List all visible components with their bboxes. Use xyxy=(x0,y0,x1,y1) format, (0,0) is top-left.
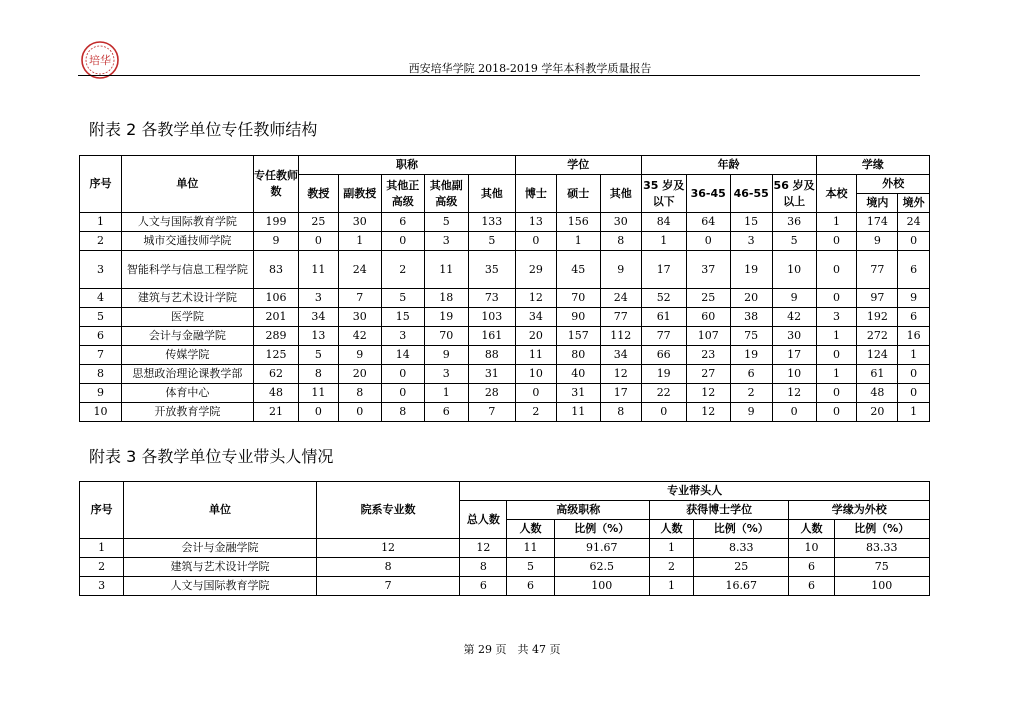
table-cell: 156 xyxy=(556,213,600,232)
table-cell: 62 xyxy=(253,365,298,384)
table-cell: 6 xyxy=(507,577,554,596)
table-cell: 6 xyxy=(789,577,834,596)
table-cell: 8 xyxy=(80,365,122,384)
table-cell: 2 xyxy=(381,251,424,289)
table-cell: 157 xyxy=(556,327,600,346)
table-cell: 1 xyxy=(898,403,930,422)
table-cell: 31 xyxy=(556,384,600,403)
table-cell: 61 xyxy=(641,308,686,327)
table-cell: 9 xyxy=(600,251,641,289)
table-cell: 思想政治理论课教学部 xyxy=(121,365,253,384)
table-cell: 3 xyxy=(816,308,857,327)
table-cell: 38 xyxy=(730,308,772,327)
col-other-school: 外校 xyxy=(857,175,930,194)
table-cell: 103 xyxy=(468,308,515,327)
table-row xyxy=(80,577,930,596)
table-cell: 174 xyxy=(857,213,898,232)
table-cell: 11 xyxy=(556,403,600,422)
table-cell: 1 xyxy=(641,232,686,251)
page-number: 第 29 页 共 47 页 xyxy=(463,643,561,656)
table-cell: 30 xyxy=(338,308,381,327)
table-cell: 11 xyxy=(515,346,556,365)
table-cell: 20 xyxy=(730,289,772,308)
table-cell: 77 xyxy=(600,308,641,327)
table-cell: 289 xyxy=(253,327,298,346)
table-row xyxy=(80,232,930,251)
table-cell: 3 xyxy=(299,289,339,308)
table-cell: 31 xyxy=(468,365,515,384)
table-cell: 12 xyxy=(460,539,507,558)
table-row xyxy=(80,289,930,308)
table-cell: 45 xyxy=(556,251,600,289)
table-cell: 17 xyxy=(772,346,816,365)
col-group-degree: 学位 xyxy=(515,156,641,175)
table3-title: 附表 3 各教学单位专业带头人情况 xyxy=(89,447,334,466)
table-cell: 2 xyxy=(515,403,556,422)
table-cell: 19 xyxy=(424,308,468,327)
col-group-title: 职称 xyxy=(299,156,516,175)
table-cell: 12 xyxy=(316,539,460,558)
table-row xyxy=(80,384,930,403)
table-cell: 0 xyxy=(898,365,930,384)
table-cell: 0 xyxy=(381,365,424,384)
col-age-36-45: 36-45 xyxy=(686,175,730,213)
table-row xyxy=(80,327,930,346)
table-cell: 7 xyxy=(338,289,381,308)
table-cell: 3 xyxy=(80,577,124,596)
table-cell: 2 xyxy=(730,384,772,403)
table-cell: 1 xyxy=(424,384,468,403)
table-cell: 会计与金融学院 xyxy=(121,327,253,346)
table-cell: 5 xyxy=(507,558,554,577)
table-cell: 16 xyxy=(898,327,930,346)
col-professor: 教授 xyxy=(299,175,339,213)
table-cell: 18 xyxy=(424,289,468,308)
table-cell: 5 xyxy=(424,213,468,232)
t3-col-senior-ratio: 比例（%） xyxy=(554,520,649,539)
table-cell: 0 xyxy=(816,251,857,289)
school-logo xyxy=(80,40,120,80)
table-cell: 60 xyxy=(686,308,730,327)
table-cell: 5 xyxy=(80,308,122,327)
table-row xyxy=(80,308,930,327)
col-group-age: 年龄 xyxy=(641,156,816,175)
col-group-origin: 学缘 xyxy=(816,156,929,175)
table-row xyxy=(80,346,930,365)
table-cell: 34 xyxy=(299,308,339,327)
table-cell: 1 xyxy=(556,232,600,251)
table-cell: 42 xyxy=(338,327,381,346)
table-cell: 14 xyxy=(381,346,424,365)
t3-col-external-ratio: 比例（%） xyxy=(834,520,929,539)
table-cell: 传媒学院 xyxy=(121,346,253,365)
table-cell: 62.5 xyxy=(554,558,649,577)
table-cell: 1 xyxy=(816,365,857,384)
table-cell: 9 xyxy=(80,384,122,403)
table-cell: 13 xyxy=(515,213,556,232)
table-cell: 84 xyxy=(641,213,686,232)
table-cell: 2 xyxy=(80,558,124,577)
col-other-senior: 其他正高级 xyxy=(381,175,424,213)
major-leaders-table xyxy=(79,481,930,596)
table-cell: 133 xyxy=(468,213,515,232)
table-cell: 5 xyxy=(468,232,515,251)
table-cell: 0 xyxy=(816,346,857,365)
table-cell: 19 xyxy=(730,346,772,365)
t3-col-group-leaders: 专业带头人 xyxy=(460,482,930,501)
table-cell: 2 xyxy=(649,558,693,577)
table-cell: 0 xyxy=(515,384,556,403)
table-cell: 8 xyxy=(460,558,507,577)
t3-col-senior-count: 人数 xyxy=(507,520,554,539)
table-cell: 125 xyxy=(253,346,298,365)
table-cell: 11 xyxy=(299,384,339,403)
t3-col-total: 总人数 xyxy=(460,501,507,539)
col-overseas: 境外 xyxy=(898,194,930,213)
table-cell: 6 xyxy=(424,403,468,422)
table-cell: 20 xyxy=(338,365,381,384)
table-cell: 112 xyxy=(600,327,641,346)
table-cell: 0 xyxy=(898,384,930,403)
table-cell: 10 xyxy=(789,539,834,558)
table-cell: 8 xyxy=(299,365,339,384)
col-index-header: 序号 xyxy=(80,156,122,213)
table-cell: 24 xyxy=(338,251,381,289)
table-cell: 5 xyxy=(299,346,339,365)
table-cell: 10 xyxy=(80,403,122,422)
table-cell: 开放教育学院 xyxy=(121,403,253,422)
table-cell: 192 xyxy=(857,308,898,327)
table-cell: 城市交通技师学院 xyxy=(121,232,253,251)
table-cell: 48 xyxy=(253,384,298,403)
table-cell: 100 xyxy=(554,577,649,596)
table-cell: 10 xyxy=(515,365,556,384)
col-phd: 博士 xyxy=(515,175,556,213)
table-cell: 199 xyxy=(253,213,298,232)
table-cell: 107 xyxy=(686,327,730,346)
table-cell: 30 xyxy=(772,327,816,346)
col-unit-header: 单位 xyxy=(121,156,253,213)
table-row xyxy=(80,403,930,422)
table-cell: 0 xyxy=(816,384,857,403)
col-domestic: 境内 xyxy=(857,194,898,213)
table-cell: 8 xyxy=(600,232,641,251)
table-cell: 42 xyxy=(772,308,816,327)
table-cell: 83.33 xyxy=(834,539,929,558)
table-cell: 7 xyxy=(80,346,122,365)
col-other-assoc: 其他副高级 xyxy=(424,175,468,213)
table-cell: 10 xyxy=(772,365,816,384)
table-cell: 16.67 xyxy=(694,577,789,596)
table-cell: 22 xyxy=(641,384,686,403)
table-cell: 1 xyxy=(816,327,857,346)
table-cell: 9 xyxy=(772,289,816,308)
table-cell: 0 xyxy=(641,403,686,422)
t3-col-external-count: 人数 xyxy=(789,520,834,539)
table-cell: 12 xyxy=(686,403,730,422)
table-cell: 8 xyxy=(381,403,424,422)
t3-col-index: 序号 xyxy=(80,482,124,539)
table-cell: 0 xyxy=(299,232,339,251)
table-cell: 70 xyxy=(424,327,468,346)
t3-col-unit: 单位 xyxy=(124,482,317,539)
table-cell: 4 xyxy=(80,289,122,308)
table-cell: 25 xyxy=(299,213,339,232)
table-cell: 73 xyxy=(468,289,515,308)
table-cell: 20 xyxy=(515,327,556,346)
table-cell: 17 xyxy=(641,251,686,289)
table-cell: 6 xyxy=(80,327,122,346)
table-row xyxy=(80,251,930,289)
table-cell: 1 xyxy=(649,539,693,558)
col-own-school: 本校 xyxy=(816,175,857,213)
table-cell: 6 xyxy=(460,577,507,596)
col-degree-other: 其他 xyxy=(600,175,641,213)
col-total-header: 专任教师数 xyxy=(253,156,298,213)
table-cell: 0 xyxy=(686,232,730,251)
table-cell: 1 xyxy=(816,213,857,232)
table-cell: 40 xyxy=(556,365,600,384)
table-cell: 90 xyxy=(556,308,600,327)
table-cell: 11 xyxy=(507,539,554,558)
table-cell: 52 xyxy=(641,289,686,308)
header-divider xyxy=(78,75,920,76)
table-cell: 19 xyxy=(641,365,686,384)
table-row xyxy=(80,213,930,232)
table-cell: 0 xyxy=(338,403,381,422)
table-cell: 0 xyxy=(381,384,424,403)
table-cell: 3 xyxy=(80,251,122,289)
table-cell: 0 xyxy=(299,403,339,422)
logo-text: 培华 xyxy=(89,54,111,67)
table-cell: 8 xyxy=(316,558,460,577)
table-row xyxy=(80,558,930,577)
table-cell: 1 xyxy=(649,577,693,596)
t3-col-group-phd: 获得博士学位 xyxy=(649,501,788,520)
table-cell: 28 xyxy=(468,384,515,403)
table-cell: 12 xyxy=(686,384,730,403)
table-cell: 0 xyxy=(381,232,424,251)
table-cell: 13 xyxy=(299,327,339,346)
table-cell: 1 xyxy=(80,539,124,558)
table-cell: 27 xyxy=(686,365,730,384)
table-cell: 9 xyxy=(857,232,898,251)
table-cell: 77 xyxy=(857,251,898,289)
table-cell: 人文与国际教育学院 xyxy=(121,213,253,232)
table-cell: 1 xyxy=(80,213,122,232)
t3-col-phd-ratio: 比例（%） xyxy=(694,520,789,539)
table-cell: 30 xyxy=(600,213,641,232)
table-cell: 11 xyxy=(424,251,468,289)
table-cell: 15 xyxy=(381,308,424,327)
table-cell: 1 xyxy=(338,232,381,251)
table-cell: 91.67 xyxy=(554,539,649,558)
col-age-35: 35 岁及以下 xyxy=(641,175,686,213)
table-cell: 12 xyxy=(600,365,641,384)
table-cell: 8.33 xyxy=(694,539,789,558)
document-header-title: 西安培华学院 2018-2019 学年本科教学质量报告 xyxy=(408,62,652,75)
table-cell: 0 xyxy=(515,232,556,251)
table-cell: 0 xyxy=(898,232,930,251)
t3-col-group-external: 学缘为外校 xyxy=(789,501,930,520)
table-cell: 建筑与艺术设计学院 xyxy=(121,289,253,308)
table-cell: 97 xyxy=(857,289,898,308)
table-cell: 12 xyxy=(515,289,556,308)
table-cell: 64 xyxy=(686,213,730,232)
teacher-structure-table xyxy=(79,155,930,422)
table-cell: 272 xyxy=(857,327,898,346)
table-cell: 34 xyxy=(515,308,556,327)
table-cell: 23 xyxy=(686,346,730,365)
table-cell: 人文与国际教育学院 xyxy=(124,577,317,596)
table-cell: 0 xyxy=(772,403,816,422)
t3-col-group-senior: 高级职称 xyxy=(507,501,649,520)
table-cell: 3 xyxy=(424,232,468,251)
table-cell: 88 xyxy=(468,346,515,365)
t3-col-phd-count: 人数 xyxy=(649,520,693,539)
table-cell: 2 xyxy=(80,232,122,251)
table2-title: 附表 2 各教学单位专任教师结构 xyxy=(89,120,318,139)
table-cell: 会计与金融学院 xyxy=(124,539,317,558)
table-cell: 35 xyxy=(468,251,515,289)
table-cell: 智能科学与信息工程学院 xyxy=(121,251,253,289)
table-cell: 11 xyxy=(299,251,339,289)
table-cell: 75 xyxy=(834,558,929,577)
table-cell: 0 xyxy=(816,403,857,422)
table-cell: 5 xyxy=(772,232,816,251)
table-cell: 30 xyxy=(338,213,381,232)
table-cell: 3 xyxy=(730,232,772,251)
col-assoc-professor: 副教授 xyxy=(338,175,381,213)
table-cell: 体育中心 xyxy=(121,384,253,403)
table-cell: 61 xyxy=(857,365,898,384)
t3-col-majors: 院系专业数 xyxy=(316,482,460,539)
table-cell: 83 xyxy=(253,251,298,289)
col-title-other: 其他 xyxy=(468,175,515,213)
table-cell: 24 xyxy=(600,289,641,308)
table-cell: 15 xyxy=(730,213,772,232)
table-cell: 19 xyxy=(730,251,772,289)
table-cell: 25 xyxy=(694,558,789,577)
table-cell: 20 xyxy=(857,403,898,422)
table-cell: 3 xyxy=(381,327,424,346)
table-cell: 48 xyxy=(857,384,898,403)
table-cell: 106 xyxy=(253,289,298,308)
col-master: 硕士 xyxy=(556,175,600,213)
table-cell: 9 xyxy=(898,289,930,308)
table-row xyxy=(80,539,930,558)
table-cell: 25 xyxy=(686,289,730,308)
table-row xyxy=(80,365,930,384)
table-cell: 70 xyxy=(556,289,600,308)
table-cell: 5 xyxy=(381,289,424,308)
table-cell: 201 xyxy=(253,308,298,327)
table-cell: 75 xyxy=(730,327,772,346)
table-cell: 6 xyxy=(789,558,834,577)
table-cell: 6 xyxy=(898,251,930,289)
table-cell: 9 xyxy=(338,346,381,365)
table-cell: 8 xyxy=(338,384,381,403)
table-cell: 6 xyxy=(730,365,772,384)
table-cell: 29 xyxy=(515,251,556,289)
table-cell: 8 xyxy=(600,403,641,422)
table-cell: 37 xyxy=(686,251,730,289)
table-cell: 17 xyxy=(600,384,641,403)
table-cell: 66 xyxy=(641,346,686,365)
table-cell: 124 xyxy=(857,346,898,365)
table-cell: 6 xyxy=(381,213,424,232)
table-cell: 77 xyxy=(641,327,686,346)
table-cell: 0 xyxy=(816,289,857,308)
table-cell: 161 xyxy=(468,327,515,346)
col-age-56: 56 岁及以上 xyxy=(772,175,816,213)
table-cell: 0 xyxy=(816,232,857,251)
table-cell: 36 xyxy=(772,213,816,232)
table-cell: 9 xyxy=(253,232,298,251)
table-cell: 7 xyxy=(316,577,460,596)
table-cell: 10 xyxy=(772,251,816,289)
table-cell: 12 xyxy=(772,384,816,403)
table-cell: 医学院 xyxy=(121,308,253,327)
table-cell: 100 xyxy=(834,577,929,596)
table-cell: 24 xyxy=(898,213,930,232)
table-cell: 34 xyxy=(600,346,641,365)
table-cell: 80 xyxy=(556,346,600,365)
col-age-46-55: 46-55 xyxy=(730,175,772,213)
table-cell: 9 xyxy=(424,346,468,365)
table-cell: 9 xyxy=(730,403,772,422)
table-cell: 21 xyxy=(253,403,298,422)
table-cell: 建筑与艺术设计学院 xyxy=(124,558,317,577)
table-cell: 1 xyxy=(898,346,930,365)
table-cell: 6 xyxy=(898,308,930,327)
table-cell: 7 xyxy=(468,403,515,422)
table-cell: 3 xyxy=(424,365,468,384)
